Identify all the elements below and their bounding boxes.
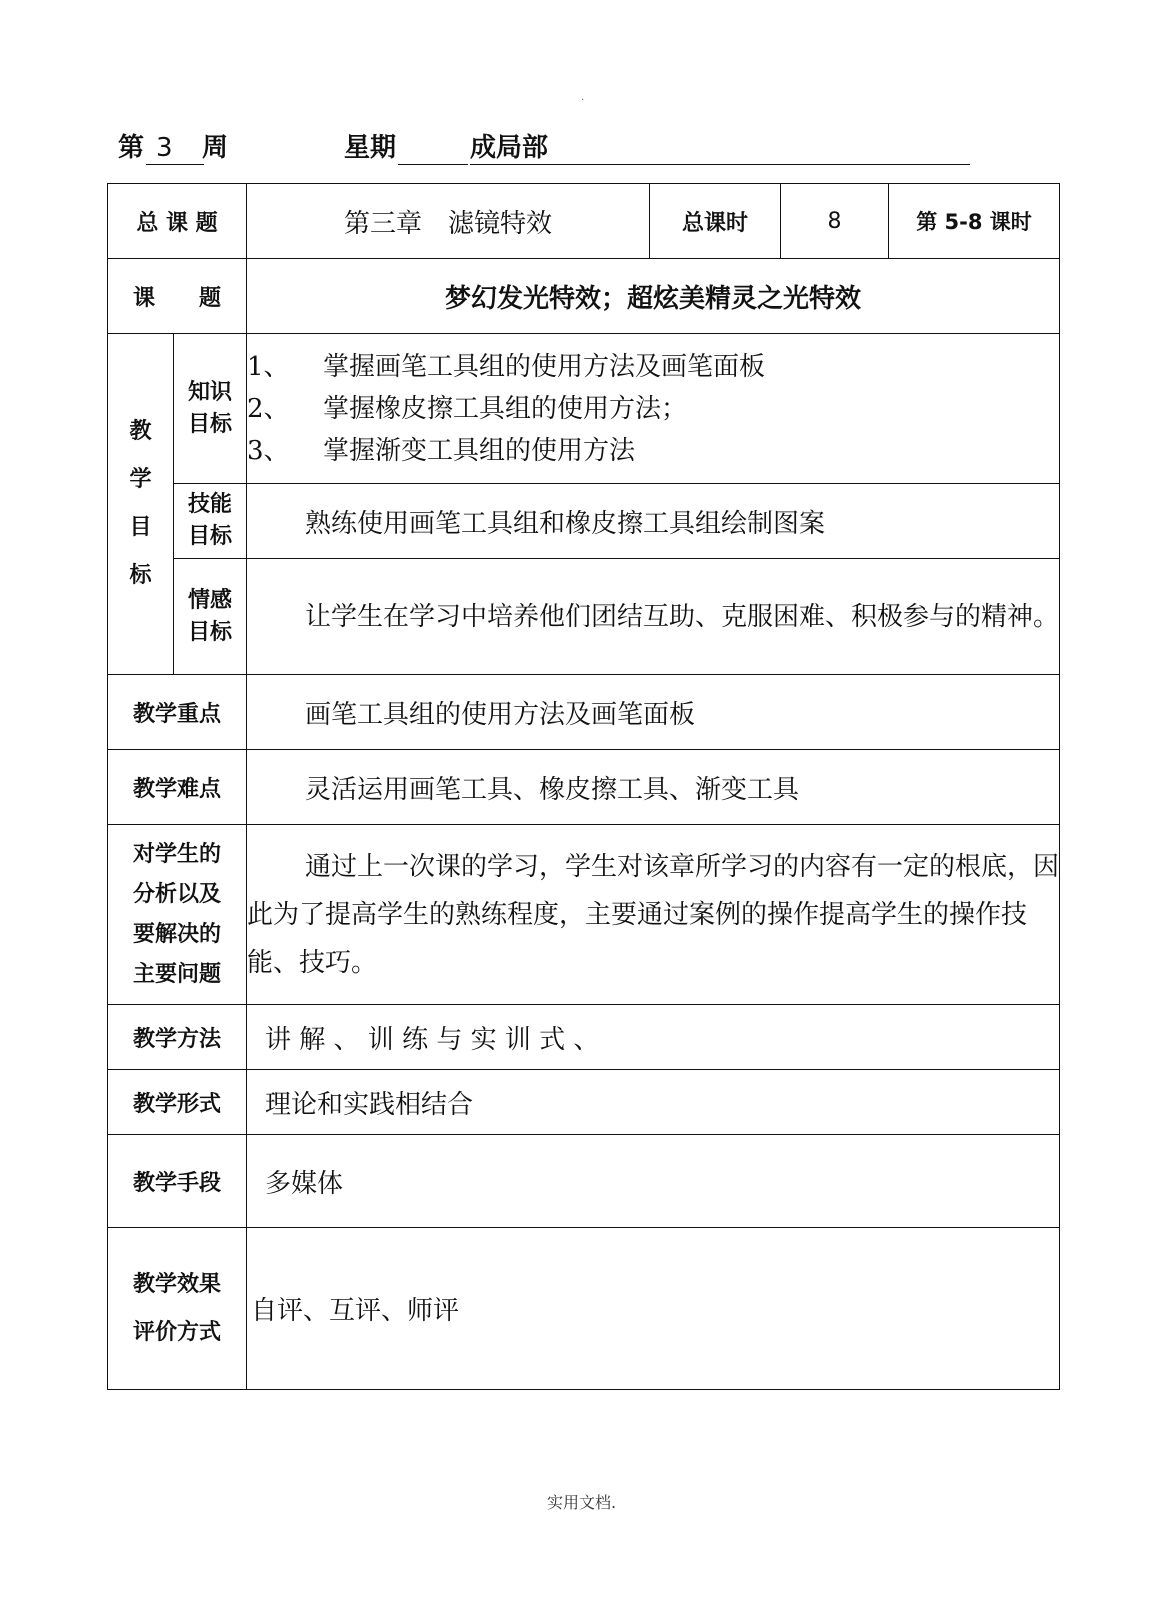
knowledge-items: [247, 334, 1060, 484]
emotion-label-line: 情感: [188, 587, 233, 613]
top-mark: .: [581, 92, 585, 103]
hours-label: 总课时: [650, 184, 781, 259]
knowledge-item: [247, 346, 1059, 388]
row-analysis: [108, 825, 1060, 1005]
difficulty-label: 教学难点: [108, 750, 247, 825]
knowledge-item: [247, 430, 1059, 472]
objectives-char: 目: [129, 515, 152, 540]
eval-label-line: 评价方式: [133, 1319, 222, 1345]
row-knowledge: [108, 334, 1060, 484]
means-value: 多媒体: [247, 1135, 1060, 1228]
weekday-label: 星期: [344, 133, 397, 163]
topic-label: 总 课 题: [108, 184, 247, 259]
department: 成局部: [470, 133, 549, 163]
row-means: [108, 1135, 1060, 1228]
page-header: [118, 128, 978, 168]
row-skill: [108, 484, 1060, 559]
eval-label: [108, 1228, 247, 1390]
means-label: 教学手段: [108, 1135, 247, 1228]
row-eval: [108, 1228, 1060, 1390]
item-number: 1、: [247, 352, 290, 382]
analysis-label-line: 要解决的: [133, 921, 222, 947]
item-number: 2、: [247, 394, 290, 424]
eval-label-line: 教学效果: [133, 1271, 222, 1297]
skill-label-line: 目标: [188, 524, 233, 549]
topic-value: 第三章 滤镜特效: [247, 184, 650, 259]
difficulty-value: 灵活运用画笔工具、橡皮擦工具、渐变工具: [247, 750, 1060, 825]
emotion-label-line: 目标: [188, 619, 233, 645]
period-value: 第 5-8 课时: [889, 184, 1060, 259]
method-value: 讲 解 、 训 练 与 实 训 式 、: [247, 1005, 1060, 1070]
analysis-label-line: 主要问题: [133, 961, 222, 987]
key-value: 画笔工具组的使用方法及画笔面板: [247, 675, 1060, 750]
skill-label: [174, 484, 247, 559]
emotion-label: [174, 559, 247, 675]
row-lesson: [108, 259, 1060, 334]
week-number: 3: [156, 133, 173, 163]
item-number: 3、: [247, 436, 290, 466]
analysis-label: [108, 825, 247, 1005]
row-emotion: [108, 559, 1060, 675]
analysis-label-line: 分析以及: [133, 881, 222, 907]
row-topic: [108, 184, 1060, 259]
item-text: 掌握橡皮擦工具组的使用方法；: [323, 394, 688, 424]
objectives-char: 学: [129, 467, 152, 492]
skill-value: 熟练使用画笔工具组和橡皮擦工具组绘制图案: [247, 484, 1060, 559]
knowledge-item: [247, 388, 1059, 430]
eval-value: 自评、互评、师评: [247, 1228, 1060, 1390]
week-suffix: 周: [202, 133, 229, 163]
page-footer: 实用文档.: [546, 1493, 617, 1512]
key-label: 教学重点: [108, 675, 247, 750]
knowledge-label-line: 目标: [188, 411, 233, 437]
week-prefix: 第: [118, 133, 145, 163]
hours-value: 8: [781, 184, 889, 259]
emotion-value: 让学生在学习中培养他们团结互助、克服困难、积极参与的精神。: [247, 559, 1060, 675]
lesson-plan-table: [107, 183, 1060, 1390]
department-underline: [470, 164, 970, 165]
item-text: 掌握画笔工具组的使用方法及画笔面板: [323, 352, 766, 382]
form-label: 教学形式: [108, 1070, 247, 1135]
method-label: 教学方法: [108, 1005, 247, 1070]
form-value: 理论和实践相结合: [247, 1070, 1060, 1135]
weekday-underline: [398, 164, 468, 165]
analysis-label-line: 对学生的: [133, 841, 222, 867]
objectives-char: 教: [129, 419, 152, 444]
skill-label-line: 技能: [188, 492, 233, 517]
objectives-group-label: [108, 334, 174, 675]
item-text: 掌握渐变工具组的使用方法: [323, 436, 636, 466]
row-form: [108, 1070, 1060, 1135]
row-difficulty: [108, 750, 1060, 825]
lesson-label: 课 题: [108, 259, 247, 334]
objectives-char: 标: [129, 563, 152, 588]
row-method: [108, 1005, 1060, 1070]
lesson-value: 梦幻发光特效；超炫美精灵之光特效: [247, 259, 1060, 334]
analysis-value: 通过上一次课的学习，学生对该章所学习的内容有一定的根底，因此为了提高学生的熟练程度，主要通过案例的操作提高学生的操作技能、技巧。: [247, 825, 1060, 1005]
week-underline: [146, 164, 204, 165]
row-key: [108, 675, 1060, 750]
knowledge-label-line: 知识: [188, 379, 233, 405]
knowledge-label: [174, 334, 247, 484]
